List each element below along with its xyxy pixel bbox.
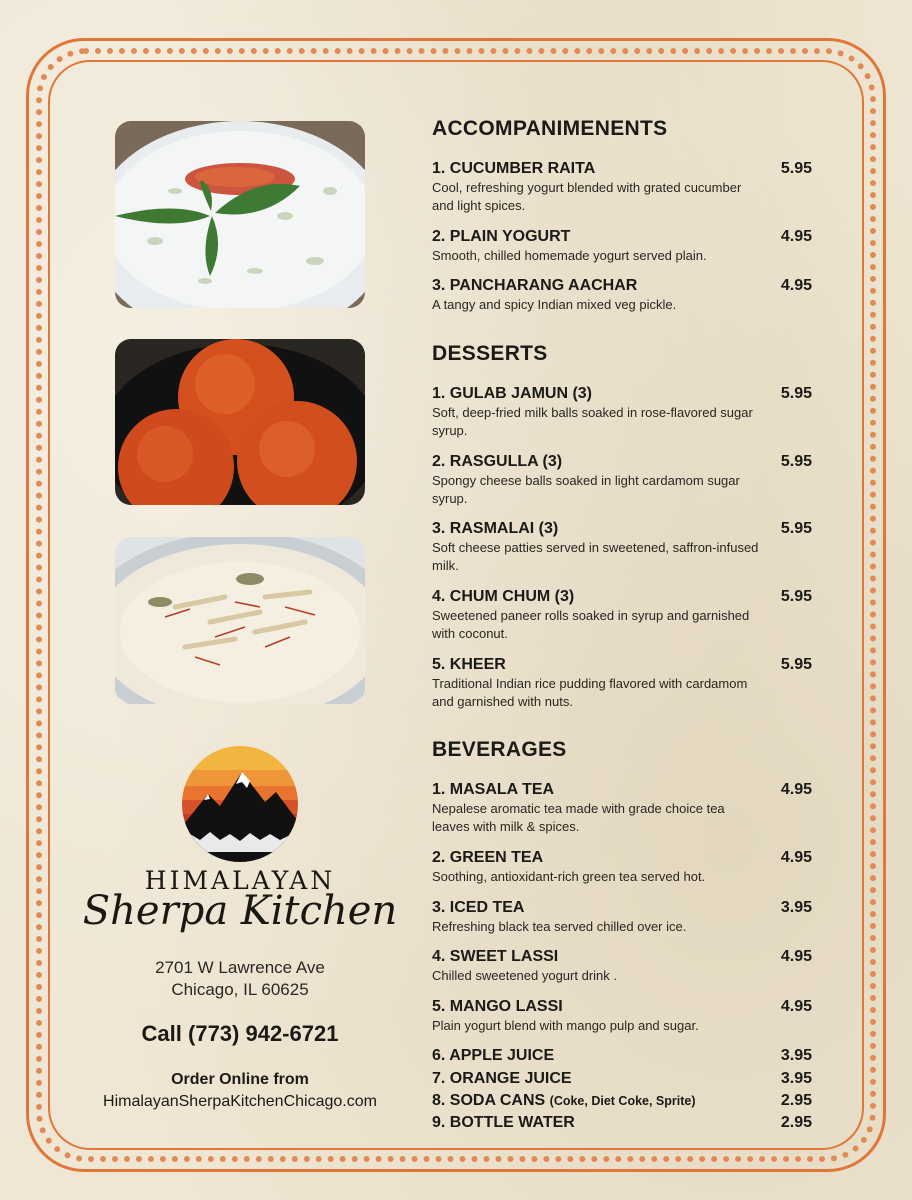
logo-wordmark-main: Sherpa Kitchen bbox=[82, 888, 398, 934]
item-description: Refreshing black tea served chilled over ice. bbox=[432, 919, 687, 934]
item-description: Nepalese aromatic tea made with grade choice tea leaves with milk & spices. bbox=[432, 801, 725, 834]
menu-item bbox=[432, 587, 812, 643]
mountain-logo bbox=[180, 744, 300, 864]
item-price: 2.95 bbox=[780, 1092, 812, 1109]
kheer-photo bbox=[115, 537, 365, 704]
menu-item bbox=[432, 997, 812, 1035]
item-description: Traditional Indian rice pudding flavored with cardamom and garnished with nuts. bbox=[432, 676, 748, 709]
item-name: 6. APPLE JUICE bbox=[432, 1047, 555, 1064]
phone-number[interactable]: Call (773) 942-6721 bbox=[141, 1021, 339, 1046]
section-title-desserts: DESSERTS bbox=[432, 342, 548, 365]
menu-item bbox=[432, 159, 812, 215]
menu-item bbox=[432, 947, 812, 985]
cucumber-raita-photo bbox=[115, 121, 365, 308]
item-name: 4. SWEET LASSI bbox=[432, 948, 559, 965]
menu-item bbox=[432, 1113, 812, 1133]
menu-item bbox=[432, 655, 812, 711]
item-name: 1. MASALA TEA bbox=[432, 781, 555, 798]
item-price: 5.95 bbox=[780, 520, 812, 537]
menu-item bbox=[432, 848, 812, 886]
section-title-accompaniments: ACCOMPANIMENENTS bbox=[432, 117, 668, 140]
item-description: Smooth, chilled homemade yogurt served plain. bbox=[432, 248, 707, 263]
item-price: 4.95 bbox=[780, 849, 812, 866]
menu-item bbox=[432, 276, 812, 314]
item-name: 9. BOTTLE WATER bbox=[432, 1114, 575, 1131]
item-price: 3.95 bbox=[780, 1070, 812, 1087]
item-name: 3. RASMALAI (3) bbox=[432, 520, 559, 537]
item-description: Soft, deep-fried milk balls soaked in rose-flavored sugar syrup. bbox=[432, 405, 753, 438]
item-note: (Coke, Diet Coke, Sprite) bbox=[549, 1094, 696, 1108]
order-online-label: Order Online from bbox=[171, 1071, 309, 1088]
item-price: 4.95 bbox=[780, 228, 812, 245]
order-online-link[interactable]: HimalayanSherpaKitchenChicago.com bbox=[103, 1093, 377, 1110]
item-description: Soft cheese patties served in sweetened, saffron-infused milk. bbox=[432, 540, 759, 573]
section-title-beverages: BEVERAGES bbox=[432, 738, 567, 761]
address-line-1: 2701 W Lawrence Ave bbox=[155, 958, 325, 977]
menu-item bbox=[432, 519, 812, 575]
item-description: Spongy cheese balls soaked in light cardamom sugar syrup. bbox=[432, 473, 740, 506]
menu-item bbox=[432, 227, 812, 265]
item-price: 2.95 bbox=[780, 1114, 812, 1131]
item-price: 5.95 bbox=[780, 385, 812, 402]
item-name: 2. GREEN TEA bbox=[432, 849, 544, 866]
item-name: 3. ICED TEA bbox=[432, 899, 525, 916]
item-name: 2. PLAIN YOGURT bbox=[432, 228, 571, 245]
item-price: 5.95 bbox=[780, 160, 812, 177]
item-price: 4.95 bbox=[780, 277, 812, 294]
item-price: 4.95 bbox=[780, 998, 812, 1015]
item-name: 1. GULAB JAMUN (3) bbox=[432, 385, 593, 402]
item-name-with-note bbox=[432, 1091, 812, 1111]
item-name: 5. MANGO LASSI bbox=[432, 998, 563, 1015]
item-price: 4.95 bbox=[780, 781, 812, 798]
item-name: 5. KHEER bbox=[432, 656, 506, 673]
menu-item bbox=[432, 384, 812, 440]
item-price: 3.95 bbox=[780, 899, 812, 916]
menu-item bbox=[432, 1091, 812, 1111]
menu-item bbox=[432, 898, 812, 936]
item-name: 8. SODA CANS bbox=[432, 1092, 546, 1109]
menu-item bbox=[432, 1069, 812, 1089]
item-price: 5.95 bbox=[780, 588, 812, 605]
menu-item bbox=[432, 1046, 812, 1066]
item-price: 5.95 bbox=[780, 656, 812, 673]
item-name: 7. ORANGE JUICE bbox=[432, 1070, 572, 1087]
gulab-jamun-photo bbox=[115, 339, 365, 505]
item-description: Sweetened paneer rolls soaked in syrup and garnished with coconut. bbox=[432, 608, 750, 641]
item-price: 3.95 bbox=[780, 1047, 812, 1064]
item-name: 1. CUCUMBER RAITA bbox=[432, 160, 596, 177]
item-description: Cool, refreshing yogurt blended with grated cucumber and light spices. bbox=[432, 180, 742, 213]
item-description: A tangy and spicy Indian mixed veg pickle. bbox=[432, 297, 677, 312]
item-description: Soothing, antioxidant-rich green tea served hot. bbox=[432, 869, 706, 884]
item-name: 2. RASGULLA (3) bbox=[432, 453, 563, 470]
item-description: Plain yogurt blend with mango pulp and sugar. bbox=[432, 1018, 699, 1033]
address-line-2: Chicago, IL 60625 bbox=[171, 980, 309, 999]
item-name: 4. CHUM CHUM (3) bbox=[432, 588, 575, 605]
item-price: 5.95 bbox=[780, 453, 812, 470]
menu-item bbox=[432, 780, 812, 836]
item-name: 3. PANCHARANG AACHAR bbox=[432, 277, 638, 294]
menu-item bbox=[432, 452, 812, 508]
logo-wordmark-top: HIMALAYAN bbox=[144, 866, 336, 895]
item-price: 4.95 bbox=[780, 948, 812, 965]
item-description: Chilled sweetened yogurt drink . bbox=[432, 968, 617, 983]
